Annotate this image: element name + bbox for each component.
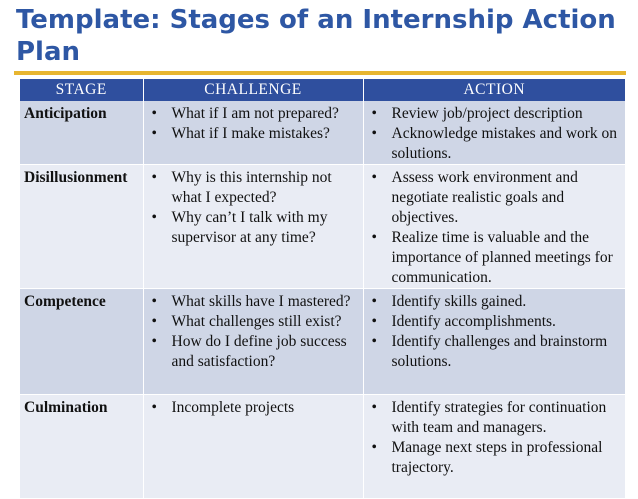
stage-cell: Anticipation: [20, 101, 143, 165]
challenge-item: • Why can’t I talk with my supervisor at any time?: [148, 208, 359, 248]
stage-cell: Culmination: [20, 395, 143, 499]
header-challenge: CHALLENGE: [143, 79, 363, 101]
action-cell: [363, 165, 625, 289]
table-row: [20, 101, 625, 165]
challenge-item: • What if I am not prepared?: [148, 104, 359, 124]
action-item: • Review job/project description: [368, 104, 622, 124]
action-cell: [363, 101, 625, 165]
challenge-cell: [143, 165, 363, 289]
action-cell: [363, 395, 625, 499]
table-row: [20, 165, 625, 289]
action-item: • Assess work environment and negotiate realistic goals and objectives.: [368, 168, 622, 228]
challenge-cell: [143, 101, 363, 165]
header-action: ACTION: [363, 79, 625, 101]
action-item: • Realize time is valuable and the importance of planned meetings for communication.: [368, 228, 622, 288]
challenge-item: • Incomplete projects: [148, 398, 359, 418]
challenge-cell: [143, 395, 363, 499]
action-plan-table: [20, 79, 625, 499]
action-item: • Identify skills gained.: [368, 292, 622, 312]
title-divider: [14, 71, 626, 75]
table-row: [20, 289, 625, 395]
action-item: • Manage next steps in professional trajectory.: [368, 438, 622, 478]
action-item: • Identify challenges and brainstorm solutions.: [368, 332, 622, 372]
action-item: • Acknowledge mistakes and work on solutions.: [368, 124, 622, 164]
challenge-item: • How do I define job success and satisfaction?: [148, 332, 359, 372]
challenge-cell: [143, 289, 363, 395]
slide-title: Template: Stages of an Internship Action Plan: [16, 5, 616, 67]
challenge-item: • What if I make mistakes?: [148, 124, 359, 144]
stage-cell: Disillusionment: [20, 165, 143, 289]
action-cell: [363, 289, 625, 395]
header-stage: STAGE: [20, 79, 143, 101]
challenge-item: • What challenges still exist?: [148, 312, 359, 332]
action-item: • Identify strategies for continuation with team and managers.: [368, 398, 622, 438]
stage-cell: Competence: [20, 289, 143, 395]
action-item: • Identify accomplishments.: [368, 312, 622, 332]
challenge-item: • What skills have I mastered?: [148, 292, 359, 312]
table-row: [20, 395, 625, 499]
table-header-row: [20, 79, 625, 101]
challenge-item: • Why is this internship not what I expected?: [148, 168, 359, 208]
